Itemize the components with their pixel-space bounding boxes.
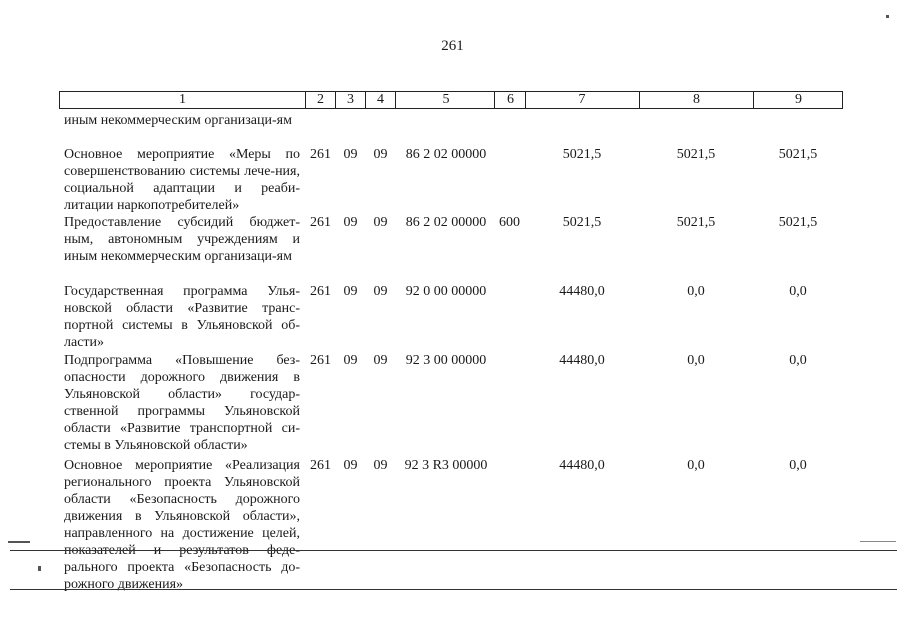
header-col-8: 8: [639, 92, 753, 108]
cell-col-4: 09: [373, 284, 388, 299]
scan-rule-line: [10, 589, 897, 590]
row-description: Основное мероприятие «Меры по совершенствованию системы лече-ния, социальной адаптации и реаби-литации наркопотребителей»: [64, 147, 300, 213]
cell-col-5: 86 2 02 00000: [405, 147, 487, 162]
scan-mark: [38, 566, 41, 571]
cell-col-9: 0,0: [789, 353, 807, 368]
cell-col-3: 09: [343, 147, 358, 162]
cell-col-3: 09: [343, 284, 358, 299]
cell-col-2: 261: [310, 147, 331, 162]
cell-col-4: 09: [373, 147, 388, 162]
header-col-6: 6: [494, 92, 526, 108]
cell-col-9: 5021,5: [778, 215, 818, 230]
page-number: 261: [441, 38, 464, 54]
row-description: Основное мероприятие «Реализация регионального проекта Ульяновской области «Безопасность дорожного движения в Ульяновской области», направленного на достижение целей, показателей и результатов феде-рального проекта «Безопасность до-рожного движения»: [64, 458, 300, 592]
row-description: иным некоммерческим организаци-ям: [64, 113, 292, 128]
scan-mark: [8, 541, 30, 543]
cell-col-5: 86 2 02 00000: [405, 215, 487, 230]
header-col-2: 2: [305, 92, 335, 108]
header-col-1: 1: [179, 92, 186, 107]
header-col-3: 3: [335, 92, 365, 108]
cell-col-6: 600: [499, 215, 520, 230]
cell-col-7: 5021,5: [562, 147, 602, 162]
cell-col-2: 261: [310, 215, 331, 230]
cell-col-3: 09: [343, 458, 358, 473]
cell-col-8: 0,0: [687, 284, 705, 299]
cell-col-8: 0,0: [687, 458, 705, 473]
row-description: Подпрограмма «Повышение без-опасности дорожного движения в Ульяновской области» государ-ственной программы Ульяновской области «Развитие транспортной си-стемы в Ульяновской области»: [64, 353, 300, 453]
cell-col-3: 09: [343, 353, 358, 368]
cell-col-2: 261: [310, 284, 331, 299]
header-col-4: 4: [365, 92, 395, 108]
cell-col-8: 5021,5: [676, 147, 716, 162]
cell-col-9: 5021,5: [778, 147, 818, 162]
cell-col-5: 92 3 R3 00000: [404, 458, 488, 473]
scan-mark: [886, 15, 889, 18]
cell-col-7: 44480,0: [559, 458, 605, 473]
cell-col-8: 0,0: [687, 353, 705, 368]
cell-col-4: 09: [373, 353, 388, 368]
cell-col-7: 5021,5: [562, 215, 602, 230]
cell-col-4: 09: [373, 215, 388, 230]
header-col-7: 7: [525, 92, 638, 108]
header-col-5: 5: [395, 92, 496, 108]
cell-col-2: 261: [310, 353, 331, 368]
row-description: Предоставление субсидий бюджет-ным, автономным учреждениям и иным некоммерческим организаци-ям: [64, 215, 300, 264]
scan-mark: [860, 541, 896, 542]
scan-rule-line: [10, 550, 897, 551]
cell-col-8: 5021,5: [676, 215, 716, 230]
header-col-9: 9: [753, 92, 843, 108]
cell-col-7: 44480,0: [559, 353, 605, 368]
row-description: Государственная программа Улья-новской области «Развитие транс-портной системы в Ульяновской об-ласти»: [64, 284, 300, 350]
cell-col-7: 44480,0: [559, 284, 605, 299]
cell-col-4: 09: [373, 458, 388, 473]
cell-col-3: 09: [343, 215, 358, 230]
cell-col-9: 0,0: [789, 284, 807, 299]
cell-col-9: 0,0: [789, 458, 807, 473]
cell-col-5: 92 3 00 00000: [405, 353, 487, 368]
cell-col-2: 261: [310, 458, 331, 473]
cell-col-5: 92 0 00 00000: [405, 284, 487, 299]
